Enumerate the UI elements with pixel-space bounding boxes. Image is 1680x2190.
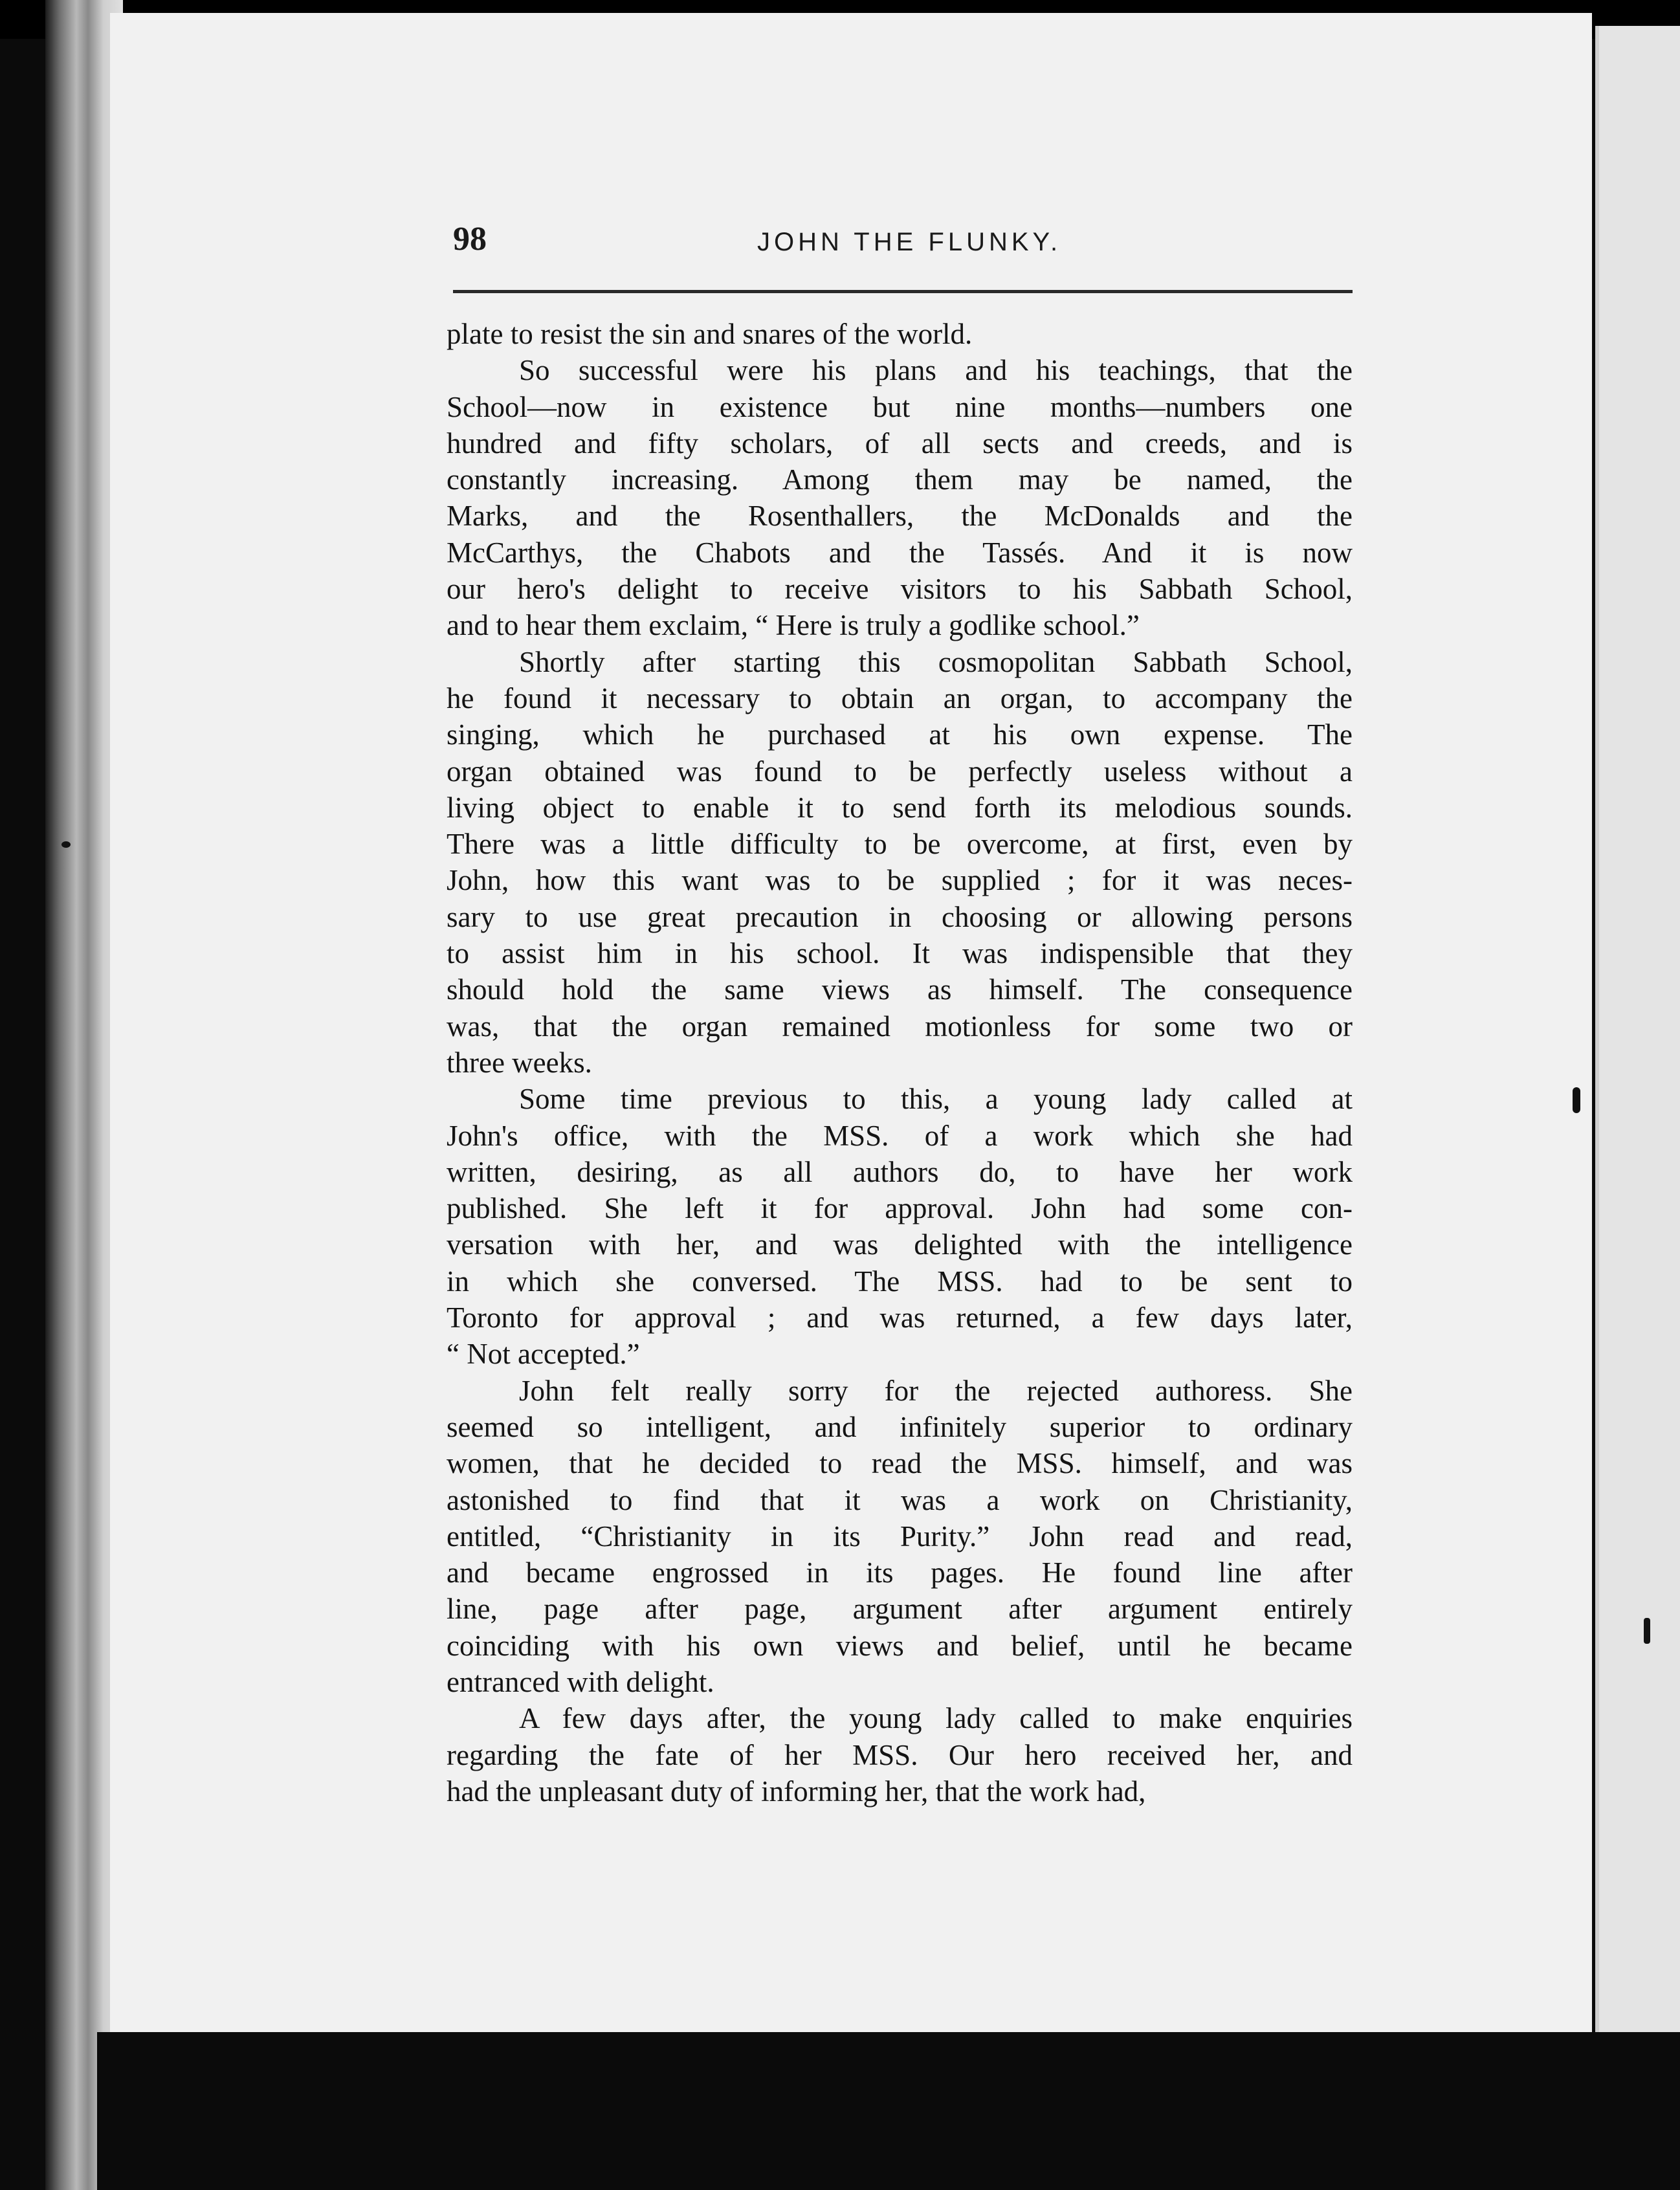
text-line: John's office, with the MSS. of a work which she had [447, 1119, 1353, 1152]
text-line: hundred and fifty scholars, of all sects and creeds, and is [447, 426, 1353, 459]
text-line: John felt really sorry for the rejected authoress. She [519, 1374, 1353, 1407]
text-line: So successful were his plans and his teachings, that the [519, 354, 1353, 387]
paragraph [447, 316, 1353, 352]
header-rule [453, 290, 1353, 293]
running-head [453, 214, 1359, 272]
text-line: McCarthys, the Chabots and the Tassés. And it is now [447, 536, 1353, 569]
page-number: 98 [453, 221, 487, 258]
text-line: written, desiring, as all authors do, to have her work [447, 1155, 1353, 1188]
paragraph [447, 1081, 1353, 1372]
scan-speck [61, 841, 71, 848]
text-line: line, page after page, argument after argument entirely [447, 1593, 1353, 1626]
text-line: had the unpleasant duty of informing her, that the work had, [447, 1775, 1146, 1808]
text-line: organ obtained was found to be perfectly useless without a [447, 755, 1353, 788]
running-title: JOHN THE FLUNKY. [757, 228, 1062, 256]
text-line: and became engrossed in its pages. He found line after [447, 1556, 1353, 1589]
paragraph [447, 352, 1353, 643]
text-line: “ Not accepted.” [447, 1338, 640, 1371]
scan-bottom-border [97, 2032, 1680, 2190]
text-line: entitled, “Christianity in its Purity.” John read and read, [447, 1520, 1353, 1553]
text-line: to assist him in his school. It was indispensible that they [447, 937, 1353, 970]
text-line: entranced with delight. [447, 1665, 714, 1698]
text-line: seemed so intelligent, and infinitely superior to ordinary [447, 1410, 1353, 1443]
text-line: our hero's delight to receive visitors to his Sabbath School, [447, 573, 1353, 606]
text-line: three weeks. [447, 1046, 592, 1079]
text-line: was, that the organ remained motionless for some two or [447, 1010, 1353, 1043]
scan-speck [1644, 1618, 1650, 1644]
text-line: Toronto for approval ; and was returned, a few days later, [447, 1301, 1353, 1334]
text-line: versation with her, and was delighted with the intelligence [447, 1228, 1353, 1261]
text-line: published. She left it for approval. John had some con- [447, 1192, 1353, 1225]
text-line: There was a little difficulty to be overcome, at first, even by [447, 828, 1353, 861]
text-line: Marks, and the Rosenthallers, the McDonalds and the [447, 500, 1353, 533]
text-line: women, that he decided to read the MSS. himself, and was [447, 1447, 1353, 1480]
text-line: living object to enable it to send forth its melodious sounds. [447, 791, 1353, 824]
paragraph [447, 1700, 1353, 1809]
text-line: coinciding with his own views and belief, until he became [447, 1629, 1353, 1662]
text-line: sary to use great precaution in choosing or allowing persons [447, 900, 1353, 933]
text-line: plate to resist the sin and snares of the world. [447, 318, 973, 350]
text-line: should hold the same views as himself. The consequence [447, 973, 1353, 1006]
text-line: he found it necessary to obtain an organ, to accompany the [447, 681, 1353, 714]
text-line: astonished to find that it was a work on Christianity, [447, 1483, 1353, 1516]
facing-page-edge [1595, 26, 1680, 2039]
text-line: singing, which he purchased at his own expense. The [447, 718, 1353, 751]
text-line: School—now in existence but nine months—numbers one [447, 390, 1353, 423]
scan-speck [1573, 1087, 1580, 1113]
text-line: A few days after, the young lady called to make enquiries [519, 1702, 1353, 1735]
text-line: Some time previous to this, a young lady called at [519, 1083, 1353, 1116]
text-line: in which she conversed. The MSS. had to be sent to [447, 1265, 1353, 1298]
paragraph [447, 1373, 1353, 1701]
text-line: regarding the fate of her MSS. Our hero received her, and [447, 1738, 1353, 1771]
text-line: Shortly after starting this cosmopolitan Sabbath School, [519, 645, 1353, 678]
body-text [447, 316, 1353, 1809]
text-line: John, how this want was to be supplied ; for it was neces- [447, 864, 1353, 897]
text-line: and to hear them exclaim, “ Here is truly a godlike school.” [447, 609, 1140, 642]
text-line: constantly increasing. Among them may be named, the [447, 463, 1353, 496]
paragraph [447, 644, 1353, 1081]
